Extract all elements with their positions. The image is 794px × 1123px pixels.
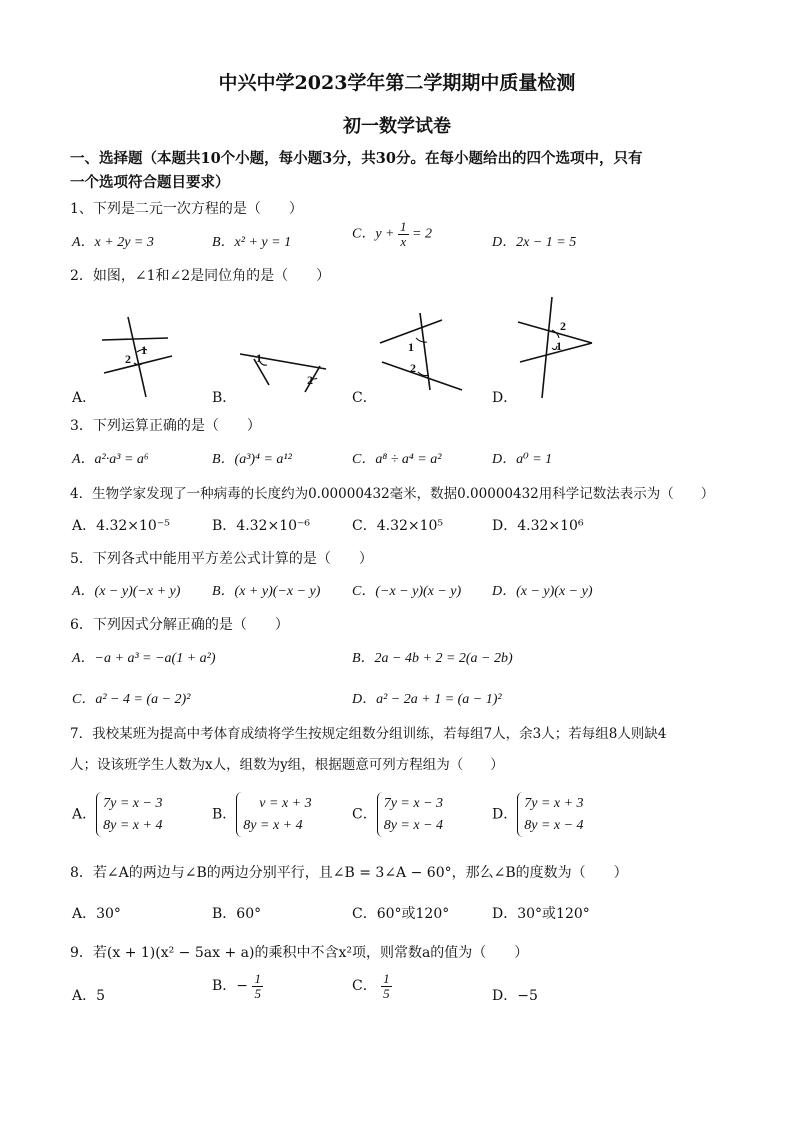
question-2-stem: 2．如图，∠1和∠2是同位角的是（ ） xyxy=(70,268,331,284)
figure-a-mark-2: 2 xyxy=(125,352,131,366)
question-6-option-b: B．2a − 4b + 2 = 2(a − 2b) xyxy=(352,651,513,666)
equation-2: 8y = x + 4 xyxy=(243,817,303,833)
equation-system xyxy=(517,792,585,837)
question-7-option-d xyxy=(492,792,586,837)
question-9-option-a: A．5 xyxy=(72,988,106,1004)
question-8-option-d: D．30°或120° xyxy=(492,906,590,922)
equation-1: 7y = x + 3 xyxy=(524,796,584,811)
fraction-numerator: 1 xyxy=(383,971,390,986)
question-5-option-b: B．(x + y)(−x − y) xyxy=(212,584,321,599)
figure-c-mark-1: 1 xyxy=(408,340,414,354)
question-5-option-a: A．(x − y)(−x + y) xyxy=(72,584,181,599)
option-label: C． xyxy=(352,806,377,823)
question-7-stem-line1: 7．我校某班为提高中考体育成绩将学生按规定组数分组训练，若每组7人，余3人；若每组8人则缺4 xyxy=(70,726,667,742)
equation-2: 8y = x − 4 xyxy=(524,817,584,833)
figure-b-mark-2: 2 xyxy=(307,373,313,387)
equation-2: 8y = x − 4 xyxy=(383,817,444,833)
question-2-option-b: B． xyxy=(212,390,237,406)
equation-2: 8y = x + 4 xyxy=(103,817,163,833)
question-2-option-c: C． xyxy=(352,390,377,406)
fraction-denominator: 5 xyxy=(383,985,390,1001)
fraction-denominator: 5 xyxy=(254,985,261,1001)
question-5-option-d: D．(x − y)(x − y) xyxy=(492,584,593,599)
question-1-stem: 1、下列是二元一次方程的是（ ） xyxy=(70,201,303,217)
equation-1: v = x + 3 xyxy=(259,796,312,811)
question-9-stem: 9．若(x + 1)(x² − 5ax + a)的乘积中不含x²项，则常数a的值为（ ） xyxy=(70,945,529,961)
fraction-numerator: 1 xyxy=(400,219,407,234)
figure-b xyxy=(240,351,326,392)
question-7-option-b xyxy=(212,792,314,837)
question-3-option-a: A．a²·a³ = a⁶ xyxy=(72,452,149,467)
question-4-option-d: D．4.32×10⁶ xyxy=(492,518,584,534)
fraction xyxy=(252,972,263,1000)
figure-b-line-top xyxy=(240,354,326,369)
fraction-denominator: x xyxy=(400,233,407,249)
section-heading-line1: 一、选择题（本题共10个小题，每小题3分，共30分。在每小题给出的四个选项中，只有 xyxy=(70,150,643,167)
equation-1: 7y = x − 3 xyxy=(383,796,444,811)
question-4-stem: 4．生物学家发现了一种病毒的长度约为0.00000432毫米，数据0.00000432用科学记数法表示为（ ） xyxy=(70,486,715,502)
question-3-option-c: C．a⁸ ÷ a⁴ = a² xyxy=(352,452,442,467)
question-6-option-d: D．a² − 2a + 1 = (a − 1)² xyxy=(352,692,502,707)
question-3-stem: 3．下列运算正确的是（ ） xyxy=(70,418,261,434)
question-8-stem: 8．若∠A的两边与∠B的两边分别平行，且∠B = 3∠A − 60°，那么∠B的度数为（ ） xyxy=(70,865,628,881)
question-2-option-a: A． xyxy=(72,390,97,406)
option-label: A． xyxy=(72,806,97,823)
figure-d-mark-1: 1 xyxy=(556,339,562,353)
question-4-option-b: B．4.32×10⁻⁶ xyxy=(212,518,311,534)
option-c-suffix: = 2 xyxy=(412,226,432,242)
fraction xyxy=(381,972,392,1000)
question-9-option-c xyxy=(352,972,392,1000)
figure-c-arc-1 xyxy=(416,338,427,342)
option-c-prefix: C．y + xyxy=(352,226,395,242)
option-b-prefix: B．− xyxy=(212,978,249,995)
question-9-option-d: D．−5 xyxy=(492,988,538,1004)
question-4-option-a: A．4.32×10⁻⁵ xyxy=(72,518,170,534)
question-4-option-c: C．4.32×10⁵ xyxy=(352,518,444,534)
figure-d-transversal xyxy=(542,297,552,398)
equation-1: 7y = x − 3 xyxy=(103,796,163,811)
question-2-figures xyxy=(0,0,794,420)
question-1-option-d: D．2x − 1 = 5 xyxy=(492,235,577,250)
figure-d-mark-2: 2 xyxy=(560,319,566,333)
question-6-option-a: A．−a + a³ = −a(1 + a²) xyxy=(72,651,216,666)
question-8-option-a: A．30° xyxy=(72,906,121,922)
exam-subtitle: 初一数学试卷 xyxy=(343,116,451,137)
question-5-stem: 5．下列各式中能用平方差公式计算的是（ ） xyxy=(70,551,373,567)
equation-system xyxy=(377,792,445,837)
question-1-option-a: A．x + 2y = 3 xyxy=(72,235,154,250)
equation-system xyxy=(236,792,313,837)
figure-c-line-bottom xyxy=(382,362,462,390)
question-8-option-c: C．60°或120° xyxy=(352,906,450,922)
figure-b-mark-1: 1 xyxy=(256,351,262,365)
question-7-stem-line2: 人；设该班学生人数为x人，组数为y组，根据题意可列方程组为（ ） xyxy=(70,757,504,773)
question-1-option-b: B．x² + y = 1 xyxy=(212,235,292,250)
section-heading-line2: 一个选项符合题目要求） xyxy=(70,174,230,191)
option-c-prefix: C． xyxy=(352,978,377,995)
question-5-option-c: C．(−x − y)(x − y) xyxy=(352,584,462,599)
question-3-option-b: B．(a³)⁴ = a¹² xyxy=(212,452,292,467)
option-label: D． xyxy=(492,806,518,823)
figure-c-mark-2: 2 xyxy=(410,361,416,375)
figure-a-line-top xyxy=(102,338,168,340)
fraction-numerator: 1 xyxy=(254,971,261,986)
question-6-stem: 6．下列因式分解正确的是（ ） xyxy=(70,617,289,633)
question-8-option-b: B．60° xyxy=(212,906,262,922)
figure-a-mark-1: 1 xyxy=(141,343,147,357)
option-label: B． xyxy=(212,806,237,823)
question-7-option-c xyxy=(352,792,445,837)
exam-title: 中兴中学2023学年第二学期期中质量检测 xyxy=(218,72,576,94)
question-3-option-d: D．a⁰ = 1 xyxy=(492,452,553,467)
figure-c xyxy=(380,313,462,390)
question-9-option-b xyxy=(212,972,263,1000)
equation-system xyxy=(96,792,164,837)
figure-a xyxy=(102,317,172,397)
question-2-option-d: D． xyxy=(492,390,518,406)
question-7-option-a xyxy=(72,792,164,837)
question-6-option-c: C．a² − 4 = (a − 2)² xyxy=(72,692,191,707)
figure-d xyxy=(518,297,592,398)
